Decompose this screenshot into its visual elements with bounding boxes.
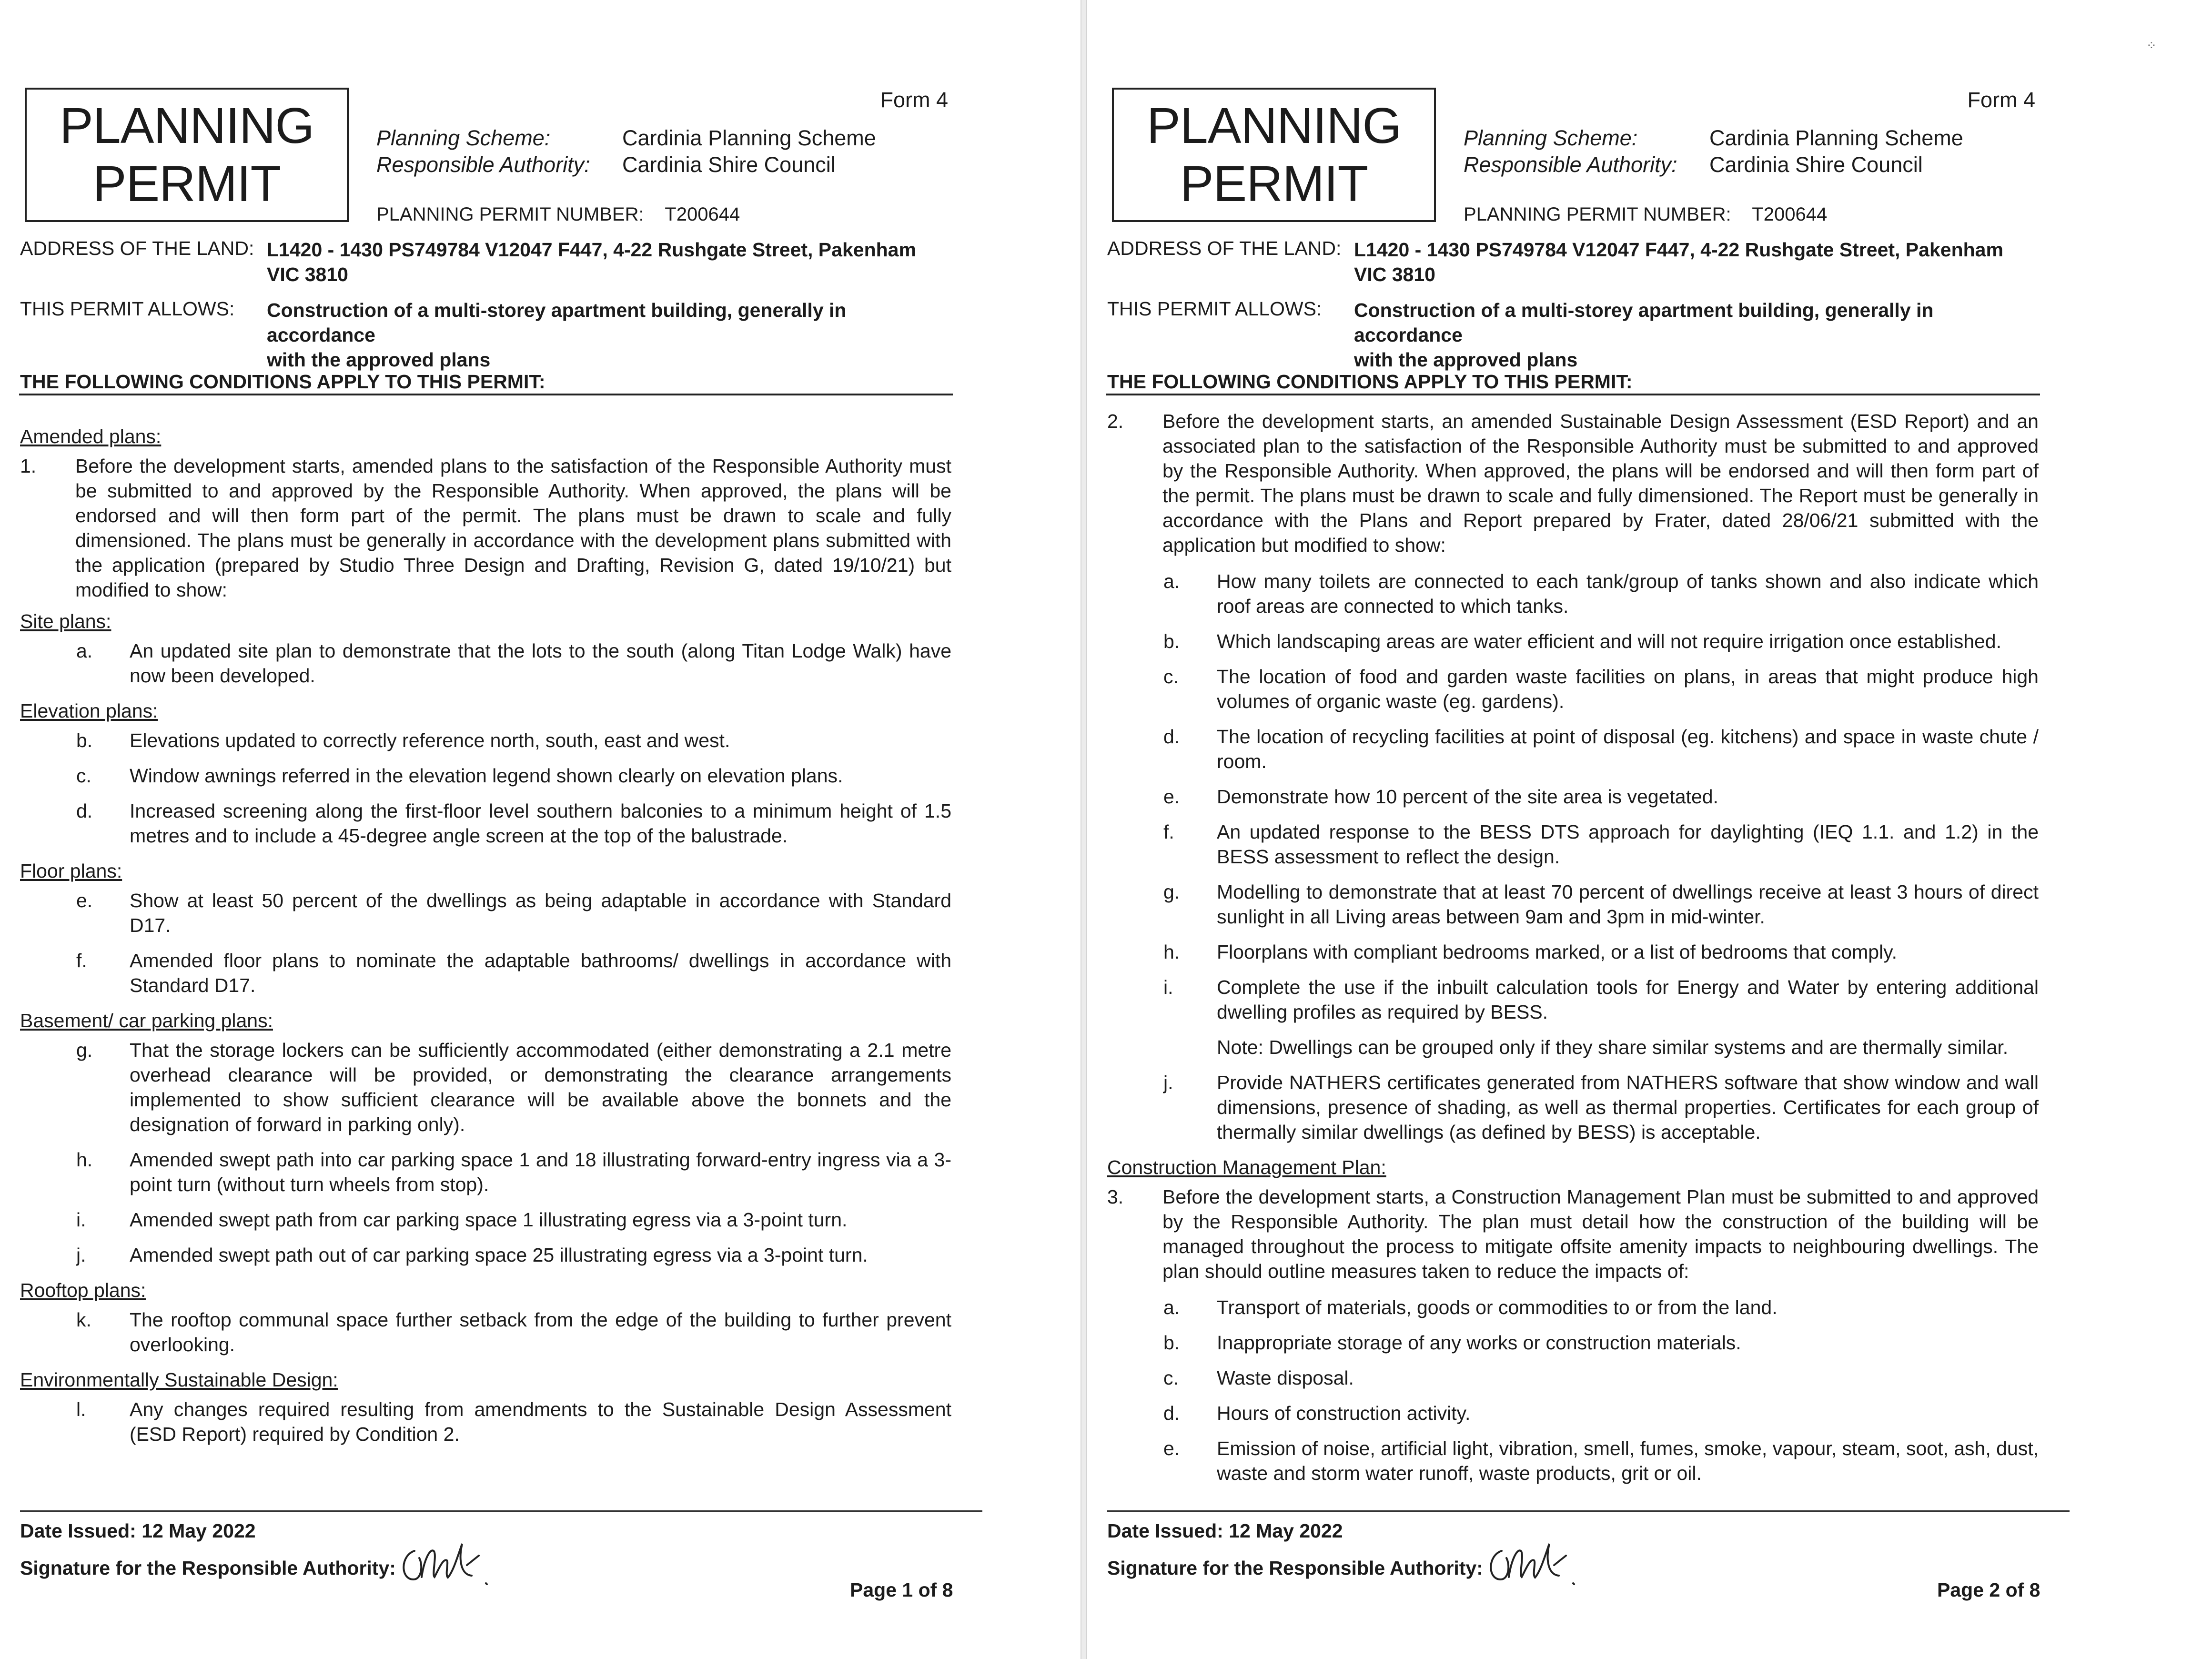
item-letter: d. [1163, 1402, 1180, 1424]
item-letter: g. [76, 1039, 93, 1061]
condition-item [1107, 1401, 2039, 1426]
condition-item [1107, 1330, 2039, 1355]
planning-permit-number: PLANNING PERMIT NUMBER: T200644 [1464, 204, 1828, 225]
condition-item [1107, 880, 2039, 929]
item-text: Hours of construction activity. [1217, 1402, 1471, 1424]
item-letter: j. [76, 1244, 86, 1266]
condition-item [20, 888, 951, 938]
planning-permit-title-box [1112, 88, 1436, 222]
condition-item [20, 763, 951, 788]
planning-scheme-value: Cardinia Planning Scheme [622, 126, 876, 150]
item-text: Complete the use if the inbuilt calculation tools for Energy and Water by entering additional dwelling profiles as required by BESS. [1217, 976, 2039, 1023]
condition-item [20, 948, 951, 998]
date-issued: Date Issued: 12 May 2022 [1107, 1520, 1343, 1542]
allows-line-1: Construction of a multi-storey apartment building, generally in accordance [1354, 299, 1934, 346]
planning-scheme-value: Cardinia Planning Scheme [1709, 126, 1963, 150]
responsible-authority-label: Responsible Authority: [376, 152, 590, 177]
item-text: Amended floor plans to nominate the adaptable bathrooms/ dwellings in accordance with Standard D17. [130, 950, 951, 996]
item-text: Floorplans with compliant bedrooms marked, or a list of bedrooms that comply. [1217, 941, 1898, 963]
planning-permit-title-box [25, 88, 349, 222]
condition-item [20, 638, 951, 688]
condition-item [1107, 784, 2039, 809]
title-line-2: PERMIT [92, 156, 281, 212]
footer-rule [20, 1510, 982, 1512]
item-text: How many toilets are connected to each tank/group of tanks shown and also indicate which roof areas are connected to which tanks. [1217, 570, 2039, 617]
permit-allows-value [1354, 298, 2035, 372]
item-letter: b. [1163, 630, 1180, 652]
signature-mark-icon [395, 1532, 500, 1589]
item-text: Amended swept path into car parking space 1 and 18 illustrating forward-entry ingress via a 3-point turn (without turn wheels from stop). [130, 1149, 951, 1195]
item-text: An updated site plan to demonstrate that the lots to the south (along Titan Lodge Walk) have now been developed. [130, 640, 951, 687]
condition-item [20, 1243, 951, 1267]
page-number: Page 2 of 8 [1937, 1579, 2040, 1601]
condition-item [1107, 819, 2039, 869]
title-line-2: PERMIT [1180, 156, 1368, 212]
permit-page-2 [1087, 0, 2168, 1659]
item-letter: e. [1163, 1437, 1180, 1459]
item-letter: k. [76, 1309, 91, 1331]
condition-item [20, 1147, 951, 1197]
condition-number: 2. [1107, 410, 1124, 432]
item-letter: j. [1163, 1072, 1173, 1093]
condition-item [20, 799, 951, 848]
responsible-authority-value: Cardinia Shire Council [1709, 152, 1923, 177]
floor-plans-heading: Floor plans: [20, 860, 122, 882]
condition-item [1107, 724, 2039, 774]
item-letter: e. [1163, 786, 1180, 808]
condition-item [1107, 1070, 2039, 1144]
condition-text: Before the development starts, amended plans to the satisfaction of the Responsible Authority must be submitted to and approved by the Responsible Authority. When approved, the plans will be endorsed and will then form part of the permit. The plans must be drawn to scale and fully dimensioned. The plans must be generally in accordance with the development plans submitted with the application (prepared by Studio Three Design and Drafting, Revision G, dated 19/10/21) but modified to show: [75, 455, 951, 601]
conditions-heading: THE FOLLOWING CONDITIONS APPLY TO THIS PERMIT: [20, 371, 545, 393]
conditions-rule [1106, 394, 2040, 395]
address-line-2: VIC 3810 [267, 263, 348, 285]
item-letter: d. [1163, 726, 1180, 748]
address-label: ADDRESS OF THE LAND: [20, 237, 254, 259]
condition-item [1107, 940, 2039, 964]
conditions-heading: THE FOLLOWING CONDITIONS APPLY TO THIS PERMIT: [1107, 371, 1633, 393]
title-line-1: PLANNING [1147, 98, 1401, 154]
item-text: Elevations updated to correctly reference north, south, east and west. [130, 729, 730, 751]
condition-item [1107, 975, 2039, 1024]
planning-permit-number: PLANNING PERMIT NUMBER: T200644 [376, 204, 740, 225]
item-text: Transport of materials, goods or commodities to or from the land. [1217, 1296, 1778, 1318]
condition-item [1107, 569, 2039, 618]
condition-text: Before the development starts, a Construction Management Plan must be submitted to and approved by the Responsible Authority. The plan must detail how the construction of the building will be managed throughout the process to mitigate offsite amenity impacts to neighbouring dwellings. The plan should outline measures taken to reduce the impacts of: [1162, 1186, 2039, 1282]
signature-label: Signature for the Responsible Authority: [1107, 1557, 1483, 1579]
date-issued: Date Issued: 12 May 2022 [20, 1520, 256, 1542]
item-letter: e. [76, 890, 93, 911]
planning-scheme-label: Planning Scheme: [1464, 126, 1638, 150]
item-text: Demonstrate how 10 percent of the site area is vegetated. [1217, 786, 1718, 808]
condition-3 [1107, 1184, 2039, 1284]
item-text: Provide NATHERS certificates generated from NATHERS software that show window and wall dimensions, presence of shading, as well as thermal properties. Certificates for each group of thermally similar dwellings (as defined by BESS) is acceptable. [1217, 1072, 2039, 1143]
construction-management-heading: Construction Management Plan: [1107, 1156, 1386, 1178]
item-text: Waste disposal. [1217, 1367, 1354, 1389]
address-value [1354, 237, 2035, 287]
item-letter: a. [1163, 570, 1180, 592]
permit-page-1 [0, 0, 1081, 1659]
condition-item [20, 1397, 951, 1447]
scan-mark-icon: ⁘ [2146, 38, 2157, 52]
condition-item [20, 1038, 951, 1137]
page-2-conditions [1107, 409, 2039, 1496]
item-text: An updated response to the BESS DTS approach for daylighting (IEQ 1.1. and 1.2) in the BESS assessment to reflect the design. [1217, 821, 2039, 868]
item-text: Which landscaping areas are water efficient and will not require irrigation once established. [1217, 630, 2001, 652]
item-letter: g. [1163, 881, 1180, 903]
condition-item [1107, 1295, 2039, 1320]
item-text: The location of recycling facilities at point of disposal (eg. kitchens) and space in waste chute / room. [1217, 726, 2039, 772]
amended-plans-heading: Amended plans: [20, 425, 162, 447]
item-letter: c. [1163, 666, 1179, 688]
item-text: Emission of noise, artificial light, vibration, smell, fumes, smoke, vapour, steam, soot, ash, dust, waste and storm water runoff, waste products, grit or oil. [1217, 1437, 2039, 1484]
item-letter: f. [1163, 821, 1174, 843]
item-letter: b. [1163, 1332, 1180, 1354]
address-line-1: L1420 - 1430 PS749784 V12047 F447, 4-22 Rushgate Street, Pakenham [267, 239, 916, 261]
condition-text: Before the development starts, an amended Sustainable Design Assessment (ESD Report) and an associated plan to the satisfaction of the Responsible Authority must be submitted to and approved by the Responsible Authority. When approved, the plans will be endorsed and will then form part of the permit. The plans must be drawn to scale and fully dimensioned. The Report must be generally in accordance with the Plans and Report prepared by Frater, dated 28/06/21 submitted with the application but modified to show: [1162, 410, 2039, 556]
item-letter: a. [1163, 1296, 1180, 1318]
item-text: Window awnings referred in the elevation legend shown clearly on elevation plans. [130, 765, 843, 787]
condition-number: 3. [1107, 1186, 1124, 1208]
item-letter: c. [76, 765, 91, 787]
signature-mark-icon [1483, 1532, 1587, 1589]
signature-label: Signature for the Responsible Authority: [20, 1557, 396, 1579]
permit-allows-label: THIS PERMIT ALLOWS: [20, 298, 235, 320]
planning-scheme-label: Planning Scheme: [376, 126, 551, 150]
item-letter: h. [1163, 941, 1180, 963]
condition-item [20, 1207, 951, 1232]
address-line-2: VIC 3810 [1354, 263, 1435, 285]
basement-plans-heading: Basement/ car parking plans: [20, 1010, 273, 1032]
item-text: Show at least 50 percent of the dwellings as being adaptable in accordance with Standard D17. [130, 890, 951, 936]
condition-item [20, 1307, 951, 1357]
item-text: Any changes required resulting from amendments to the Sustainable Design Assessment (ESD Report) required by Condition 2. [130, 1398, 951, 1445]
condition-2 [1107, 409, 2039, 557]
item-text: Modelling to demonstrate that at least 70 percent of dwellings receive at least 3 hours of direct sunlight in all Living areas between 9am and 3pm in mid-winter. [1217, 881, 2039, 928]
item-text: That the storage lockers can be sufficiently accommodated (either demonstrating a 2.1 metre overhead clearance will be provided, or demonstrating the clearance arrangements implemented to show sufficient clearance will be available above the bonnets and the designation of forward in parking only). [130, 1039, 951, 1135]
item-letter: i. [76, 1209, 86, 1231]
condition-item [1107, 1366, 2039, 1390]
condition-number: 1. [20, 455, 37, 477]
condition-item [1107, 629, 2039, 654]
item-text: The location of food and garden waste facilities on plans, in areas that might produce high volumes of organic waste (eg. gardens). [1217, 666, 2039, 712]
item-letter: i. [1163, 976, 1173, 998]
condition-note: Note: Dwellings can be grouped only if they share similar systems and are thermally similar. [1217, 1036, 2009, 1058]
form-number: Form 4 [880, 88, 948, 112]
item-letter: c. [1163, 1367, 1179, 1389]
elevation-plans-heading: Elevation plans: [20, 700, 158, 722]
item-text: The rooftop communal space further setback from the edge of the building to further prevent overlooking. [130, 1309, 951, 1356]
condition-item [1107, 1436, 2039, 1486]
item-letter: f. [76, 950, 87, 971]
page-number: Page 1 of 8 [850, 1579, 953, 1601]
address-label: ADDRESS OF THE LAND: [1107, 237, 1342, 259]
condition-item [1107, 664, 2039, 714]
permit-allows-value [267, 298, 948, 372]
rooftop-plans-heading: Rooftop plans: [20, 1279, 146, 1301]
responsible-authority-value: Cardinia Shire Council [622, 152, 836, 177]
esd-heading: Environmentally Sustainable Design: [20, 1369, 338, 1391]
address-line-1: L1420 - 1430 PS749784 V12047 F447, 4-22 Rushgate Street, Pakenham [1354, 239, 2003, 261]
site-plans-heading: Site plans: [20, 610, 111, 632]
item-text: Amended swept path from car parking space 1 illustrating egress via a 3-point turn. [130, 1209, 848, 1231]
responsible-authority-label: Responsible Authority: [1464, 152, 1677, 177]
item-text: Amended swept path out of car parking space 25 illustrating egress via a 3-point turn. [130, 1244, 868, 1266]
item-letter: d. [76, 800, 93, 822]
allows-line-2: with the approved plans [1354, 349, 1578, 371]
address-value [267, 237, 948, 287]
item-text: Inappropriate storage of any works or construction materials. [1217, 1332, 1741, 1354]
conditions-rule [19, 394, 953, 395]
item-letter: b. [76, 729, 93, 751]
item-letter: a. [76, 640, 93, 662]
condition-1 [20, 454, 951, 602]
item-letter: l. [76, 1398, 86, 1420]
allows-line-2: with the approved plans [267, 349, 491, 371]
item-text: Increased screening along the first-floor level southern balconies to a minimum height of 1.5 metres and to include a 45-degree angle screen at the top of the balustrade. [130, 800, 951, 847]
item-letter: h. [76, 1149, 93, 1171]
footer-rule [1107, 1510, 2070, 1512]
title-line-1: PLANNING [60, 98, 314, 154]
page-1-conditions [20, 418, 951, 1457]
page-gutter [1081, 0, 1087, 1659]
allows-line-1: Construction of a multi-storey apartment building, generally in accordance [267, 299, 847, 346]
permit-allows-label: THIS PERMIT ALLOWS: [1107, 298, 1322, 320]
form-number: Form 4 [1967, 88, 2035, 112]
condition-item [20, 728, 951, 753]
